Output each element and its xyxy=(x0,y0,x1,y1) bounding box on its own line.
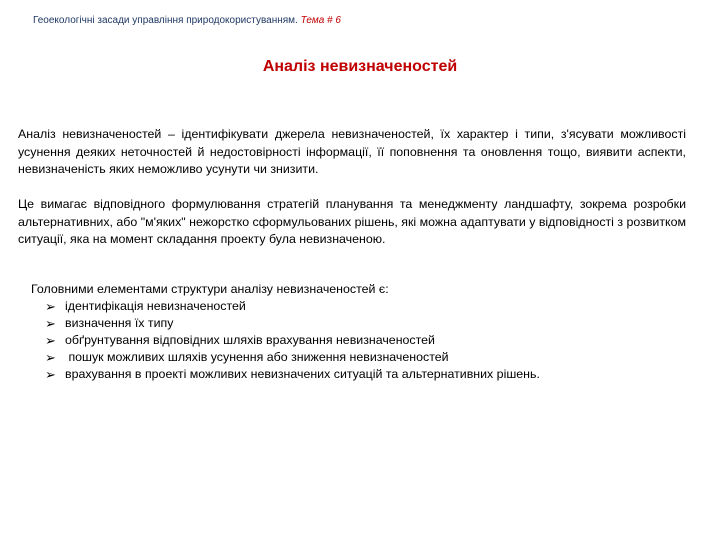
slide-title: Аналіз невизначеностей xyxy=(262,58,458,75)
list-item-text: ідентифікація невизначеностей xyxy=(65,299,246,313)
list-item xyxy=(45,349,691,366)
arrow-bullet-icon: ➢ xyxy=(45,350,56,365)
course-title: Геоекологічні засади управління природокористуванням. xyxy=(33,15,298,26)
arrow-bullet-icon: ➢ xyxy=(45,316,56,331)
list-intro: Головними елементами структури аналізу невизначеностей є: xyxy=(31,282,389,296)
topic-number: Тема # 6 xyxy=(300,15,341,26)
list-item xyxy=(45,332,691,349)
slide-header xyxy=(33,15,341,26)
list-item xyxy=(45,298,691,315)
arrow-bullet-icon: ➢ xyxy=(45,299,56,314)
list-item xyxy=(45,366,691,383)
paragraph-definition: Аналіз невизначеностей – ідентифікувати джерела невизначеностей, їх характер і типи, з'ясувати можливості усунення деяких неточностей й недостовірності інформації, її поповнення та оновлення тощо, виявити аспекти, невизначеність яких неможливо усунути чи знизити. xyxy=(18,127,686,176)
arrow-bullet-icon: ➢ xyxy=(45,367,56,382)
list-item-text: пошук можливих шляхів усунення або зниження невизначеностей xyxy=(65,350,449,364)
paragraph-requirements: Це вимагає відповідного формулювання стратегій планування та менеджменту ландшафту, зокрема розробки альтернативних, або "м'яких" нежорстко сформульованих рішень, які можна адаптувати у відповідності з розвитком ситуації, яка на момент складання проекту була невизначеною. xyxy=(18,197,686,246)
list-item-text: визначення їх типу xyxy=(65,316,174,330)
list-item-text: врахування в проекті можливих невизначених ситуацій та альтернативних рішень. xyxy=(65,367,540,381)
structure-elements-list xyxy=(31,298,691,383)
list-item xyxy=(45,315,691,332)
arrow-bullet-icon: ➢ xyxy=(45,333,56,348)
structure-elements-block xyxy=(31,281,691,383)
list-item-text: обґрунтування відповідних шляхів врахування невизначеностей xyxy=(65,333,435,347)
